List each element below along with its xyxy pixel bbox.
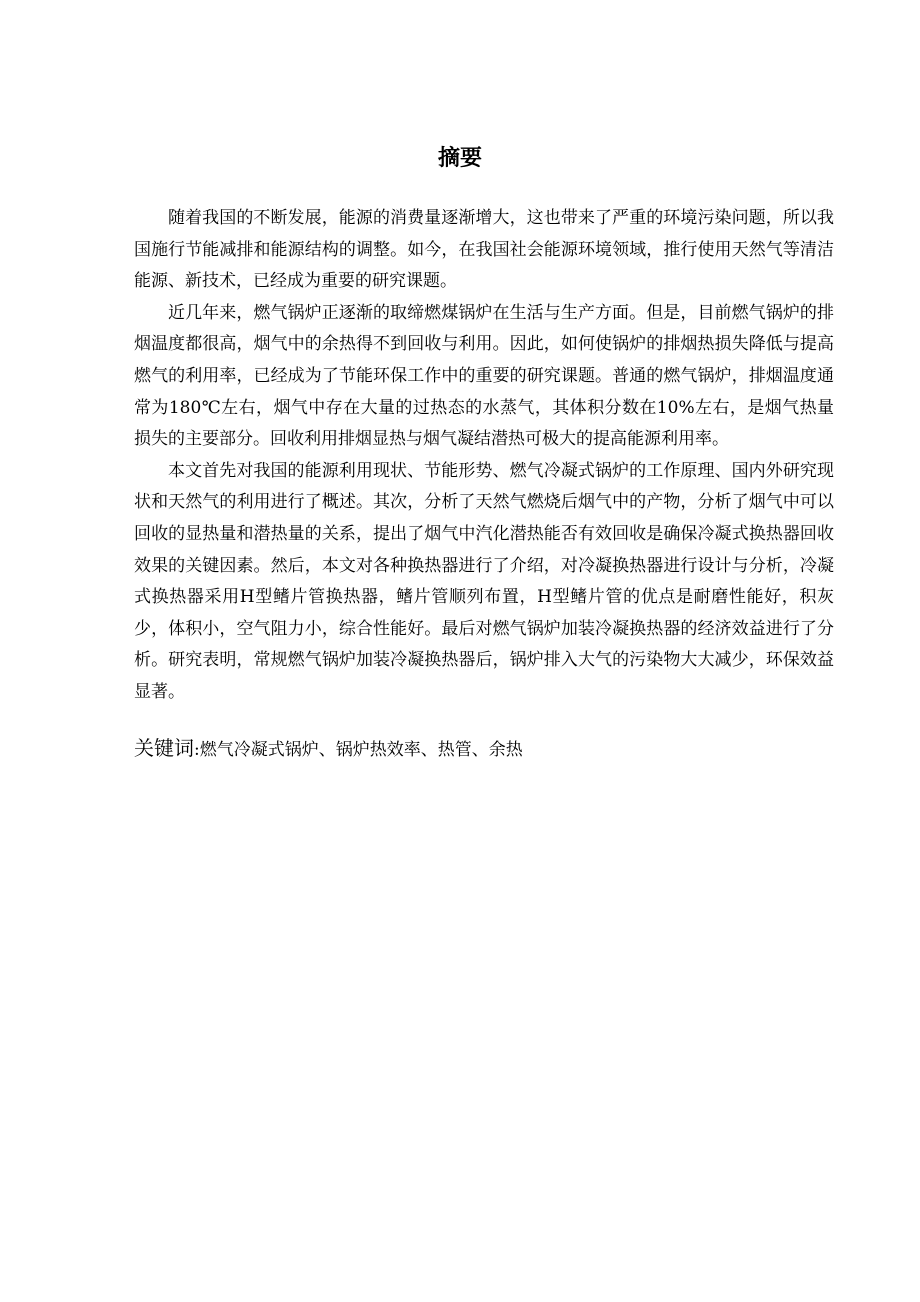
keywords-separator: :	[194, 740, 200, 760]
keywords-label: 关键词	[134, 736, 194, 760]
abstract-paragraph-1: 随着我国的不断发展，能源的消费量逐渐增大，这也带来了严重的环境污染问题，所以我国施行节能减排和能源结构的调整。如今，在我国社会能源环境领域，推行使用天然气等清洁能源、新技术，已经成为重要的研究课题。	[134, 208, 834, 292]
abstract-paragraph-3: 本文首先对我国的能源利用现状、节能形势、燃气冷凝式锅炉的工作原理、国内外研究现状和天然气的利用进行了概述。其次，分析了天然气燃烧后烟气中的产物，分析了烟气中可以回收的显热量和潜热量的关系，提出了烟气中汽化潜热能否有效回收是确保冷凝式换热器回收效果的关键因素。然后，本文对各种换热器进行了介绍，对冷凝换热器进行设计与分析，冷凝式换热器采用H型鳍片管换热器，鳍片管顺列布置，H型鳍片管的优点是耐磨性能好，积灰少，体积小，空气阻力小，综合性能好。最后对燃气锅炉加装冷凝换热器的经济效益进行了分析。研究表明，常规燃气锅炉加装冷凝换热器后，锅炉排入大气的污染物大大减少，环保效益显著。	[134, 460, 834, 702]
abstract-title: 摘要	[437, 146, 482, 171]
keywords-value: 燃气冷凝式锅炉、锅炉热效率、热管、余热	[199, 740, 523, 760]
keywords-line	[134, 733, 834, 766]
abstract-paragraph-2: 近几年来，燃气锅炉正逐渐的取缔燃煤锅炉在生活与生产方面。但是，目前燃气锅炉的排烟温度都很高，烟气中的余热得不到回收与利用。因此，如何使锅炉的排烟热损失降低与提高燃气的利用率，已经成为了节能环保工作中的重要的研究课题。普通的燃气锅炉，排烟温度通常为180℃左右，烟气中存在大量的过热态的水蒸气，其体积分数在10%左右，是烟气热量损失的主要部分。回收利用排烟显热与烟气凝结潜热可极大的提高能源利用率。	[134, 302, 834, 450]
abstract-body	[134, 203, 834, 709]
